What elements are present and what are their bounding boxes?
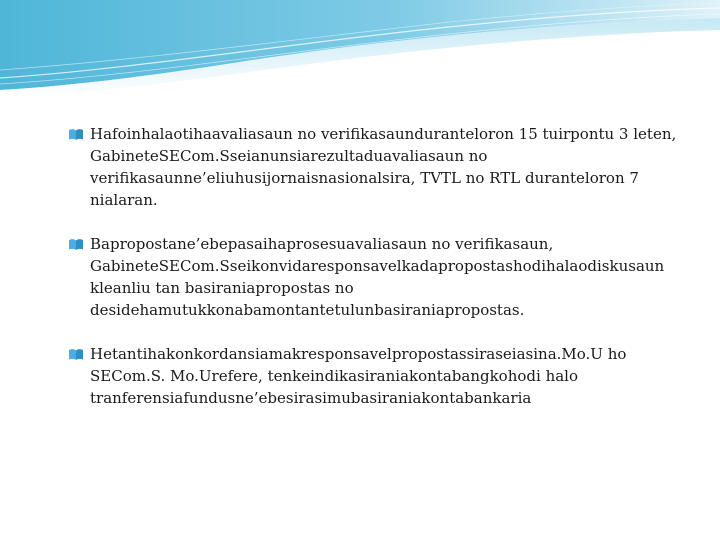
bullet-text: Bapropostane’ebepasaihaprosesuavaliasaun no verifikasaun, GabineteSECom.Sseikonvidaresponsavelkadapropostashodihalaodiskusaun kleanliu tan basiraniapropostas no desidehamutukkonabamontantetulunbasiraniapropostas. — [90, 235, 665, 319]
header-wave-decoration — [0, 0, 720, 100]
book-bullet-icon — [68, 348, 84, 361]
book-bullet-icon — [68, 128, 84, 141]
bullet-text: Hetantihakonkordansiamakresponsavelpropostassiraseiasina.Mo.U ho SECom.S. Mo.Urefere, tenkeindikasiraniakontabangkohodi halo tranferensiafundusne’ebesirasimubasiraniakontabankaria — [90, 345, 627, 407]
bullet-list — [68, 123, 678, 431]
bullet-item — [68, 123, 678, 211]
bullet-text: Hafoinhalaotihaavaliasaun no verifikasaunduranteloron 15 tuirpontu 3 leten, GabineteSECom.Sseianunsiarezultaduavaliasaun no verifikasaunne’eliuhusijornaisnasionalsira, TVTL no RTL duranteloron 7 nialaran. — [90, 125, 677, 209]
bullet-item — [68, 343, 678, 409]
bullet-item — [68, 233, 678, 321]
book-bullet-icon — [68, 238, 84, 251]
